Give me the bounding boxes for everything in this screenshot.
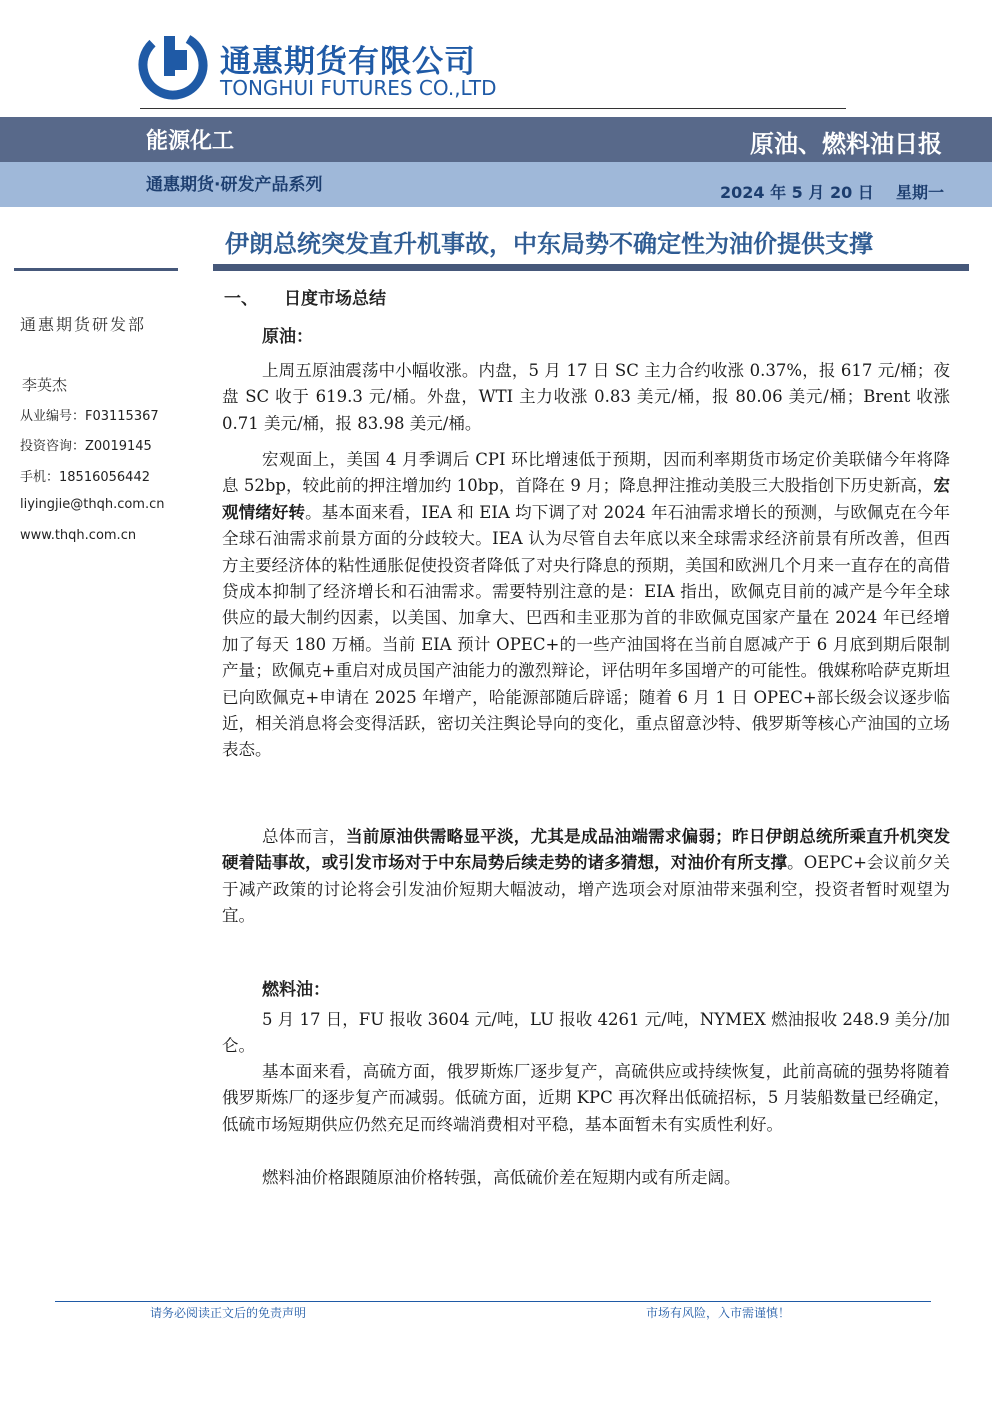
crude-paragraph-3: 总体而言，当前原油供需略显平淡，尤其是成品油端需求偏弱；昨日伊朗总统所乘直升机突发硬着陆事故，或引发市场对于中东局势后续走势的诸多猜想，对油价有所支撑。OEPC+会议前夕关于减产政策的讨论将会引发油价短期大幅波动，增产选项会对原油带来强利空，投资者暂时观望为宜。 [222,827,951,926]
report-name: 原油、燃料油日报 [750,130,942,158]
footer-disclaimer: 请务必阅读正文后的免责声明 [150,1306,307,1320]
fuel-paragraph-3: 燃料油价格跟随原油价格转强，高低硫价差在短期内或有所走阔。 [262,1168,741,1187]
fuel-paragraph-1: 5 月 17 日，FU 报收 3604 元/吨，LU 报收 4261 元/吨，NYMEX 燃油报收 248.9 美分/加仑。 [222,1010,950,1056]
sidebar-website[interactable]: www.thqh.com.cn [20,528,137,543]
crude-paragraph-1: 上周五原油震荡中小幅收涨。内盘，5 月 17 日 SC 主力合约收涨 0.37%，报 617 元/桶；夜盘 SC 收于 619.3 元/桶。外盘，WTI 主力收涨 0.83 美元/桶，报 80.06 美元/桶；Brent 收涨 0.71 美元/桶，报 83.98 美元/桶。 [222,361,950,433]
sidebar-dept: 通惠期货研发部 [20,315,147,334]
brand-name-cn: 通惠期货有限公司 [220,44,476,80]
headline-divider [213,264,969,271]
sidebar-license: 从业编号：F03115367 [20,409,159,424]
section-title [224,284,386,309]
fuel-paragraph-2: 基本面来看，高硫方面，俄罗斯炼厂逐步复产，高硫供应或持续恢复，此前高硫的强势将随着俄罗斯炼厂的逐步复产而减弱。低硫方面，近期 KPC 再次释出低硫招标，5 月装船数量已经确定，低硫市场短期供应仍然充足而终端消费相对平稳，基本面暂未有实质性利好。 [222,1062,950,1134]
crude-title: 原油： [262,327,313,347]
report-date: 2024 年 5 月 20 日 [720,183,874,202]
fuel-title: 燃料油： [262,980,330,1000]
sidebar-consult: 投资咨询：Z0019145 [20,439,152,454]
sidebar-phone: 手机：18516056442 [20,470,150,485]
sector-label: 能源化工 [146,129,235,154]
sidebar-email[interactable]: liyingjie@thqh.com.cn [20,497,165,512]
macro-sentiment-highlight: 宏观情绪好转 [222,476,950,522]
sidebar-divider [14,268,178,271]
tonghui-logo-icon [138,30,208,100]
section-number: 一、 [224,289,258,309]
crude-paragraph-2: 宏观面上，美国 4 月季调后 CPI 环比增速低于预期，因而利率期货市场定价美联储今年将降息 52bp，较此前的押注增加约 10bp，首降在 9 月；降息押注推动美股三大股指创下历史新高，宏观情绪好转。基本面来看，IEA 和 EIA 均下调了对 2024 年石油需求增长的预测，与欧佩克在今年全球石油需求前景方面的分歧较大。IEA 认为尽管自去年底以来全球需求经济前景有所改善，但西方主要经济体的粘性通胀促使投资者降低了对央行降息的预期，美国和欧洲几个月来一直存在的高借贷成本抑制了经济增长和石油需求。需要特别注意的是：EIA 指出，欧佩克目前的减产是今年全球供应的最大制约因素，以美国、加拿大、巴西和圭亚那为首的非欧佩克国家产量在 2024 年已经增加了每天 180 万桶。当前 EIA 预计 OPEC+的一些产油国将在当前自愿减产于 6 月底到期后限制产量；欧佩克+重启对成员国产油能力的激烈辩论，评估明年多国增产的可能性。俄媒称哈萨克斯坦已向欧佩克+申请在 2025 年增产，哈能源部随后辟谣；随着 6 月 1 日 OPEC+部长级会议逐步临近，相关消息将会变得活跃，密切关注舆论导向的变化，重点留意沙特、俄罗斯等核心产油国的立场表态。 [222,450,950,760]
summary-highlight: 当前原油供需略显平淡，尤其是成品油端需求偏弱；昨日伊朗总统所乘直升机突发硬着陆事故，或引发市场对于中东局势后续走势的诸多猜想，对油价有所支撑 [222,827,951,873]
logo-divider [140,108,846,109]
series-label: 通惠期货·研发产品系列 [146,175,323,195]
brand-name-en: TONGHUI FUTURES CO.,LTD [220,76,497,100]
footer-divider [55,1301,931,1302]
footer-risk-note: 市场有风险，入市需谨慎！ [646,1306,791,1320]
report-weekday: 星期一 [896,183,945,202]
section-title-text: 日度市场总结 [284,289,386,309]
report-headline: 伊朗总统突发直升机事故，中东局势不确定性为油价提供支撑 [225,230,873,258]
sidebar-analyst: 李英杰 [22,376,68,394]
